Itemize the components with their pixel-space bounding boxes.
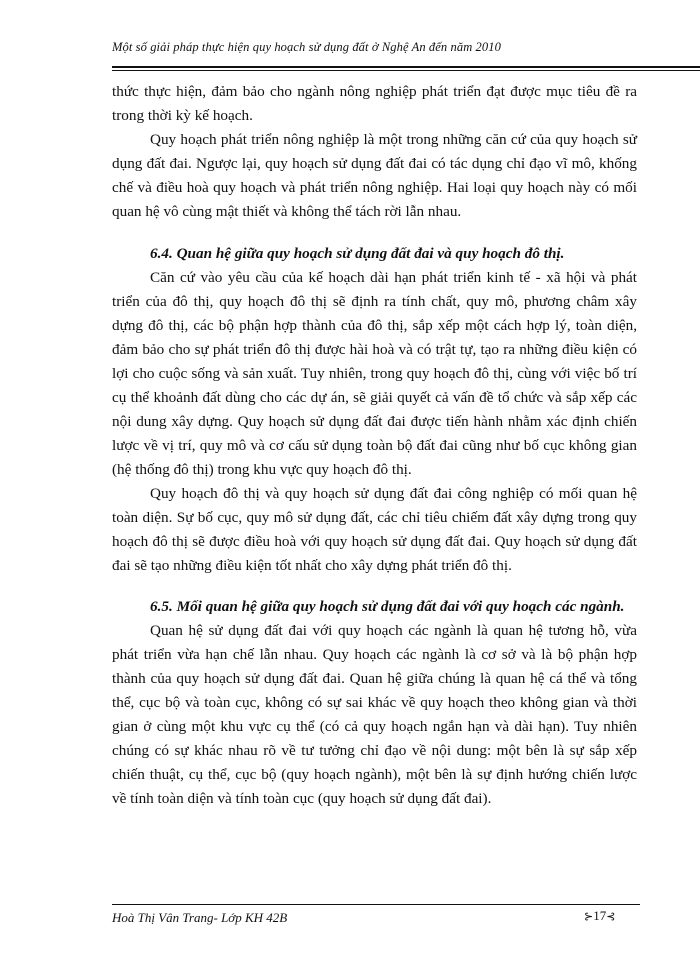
paragraph-urban-planning: Căn cứ vào yêu cầu của kế hoạch dài hạn phát triển kinh tế - xã hội và phát triển của đô thị, quy hoạch đô thị sẽ định ra tính chất, quy mô, phương châm xây dựng đô thị, các bộ phận hợp thành của đô thị, sắp xếp một cách hợp lý, toàn diện, đảm bảo cho sự phát triển đô thị được hài hoà và có trật tự, tạo ra những điều kiện có lợi cho cuộc sống và sản xuất. Tuy nhiên, trong quy hoạch đô thị, cùng với việc bố trí cụ thể khoảnh đất dùng cho các dự án, sẽ giải quyết cả vấn đề tổ chức và sắp xếp các nội dung xây dựng. Quy hoạch sử dụng đất đai được tiến hành nhằm xác định chiến lược về vị trí, quy mô và cơ cấu sử dụng toàn bộ đất đai cũng như bố cục không gian (hệ thống đô thị) trong khu vực quy hoạch đô thị. [112,269,637,478]
section-heading-6-4: 6.4. Quan hệ giữa quy hoạch sử dụng đất đai và quy hoạch đô thị. [150,245,565,262]
footer-author: Hoà Thị Vân Trang- Lớp KH 42B [112,910,288,925]
paragraph-sector-planning: Quan hệ sử dụng đất đai với quy hoạch các ngành là quan hệ tương hỗ, vừa phát triển vừa hạn chế lẫn nhau. Quy hoạch các ngành là cơ sở và là bộ phận hợp thành của quy hoạch sử dụng đất đai. Quan hệ giữa chúng là quan hệ cá thể và tổng thể, cục bộ và toàn cục, không có sự sai khác về quy hoạch theo không gian và thời gian ở cùng một khu vực cụ thể (có cả quy hoạch ngắn hạn và dài hạn). Tuy nhiên chúng có sự khác nhau rõ về tư tưởng chỉ đạo về nội dung: một bên là sự sắp xếp chiến thuật, cụ thể, cục bộ (quy hoạch ngành), một bên là sự định hướng chiến lược về tính toàn diện và tính toàn cục (quy hoạch sử dụng đất đai). [112,622,637,807]
running-header: Một số giải pháp thực hiện quy hoạch sử dụng đất ở Nghệ An đến năm 2010 [112,40,501,54]
footer-rule [112,904,640,905]
paragraph-agriculture: Quy hoạch phát triển nông nghiệp là một trong những căn cứ của quy hoạch sử dụng đất đai. Ngược lại, quy hoạch sử dụng đất đai có tác dụng chỉ đạo vĩ mô, khống chế và điều hoà quy hoạch và phát triển nông nghiệp. Hai loại quy hoạch này có mối quan hệ vô cùng mật thiết và không thể tách rời lẫn nhau. [112,131,637,220]
page-body [112,80,637,811]
header-rule-thin [112,70,700,71]
section-heading-6-5: 6.5. Mối quan hệ giữa quy hoạch sử dụng đất đai với quy hoạch các ngành. [150,598,625,615]
ornament-left-icon: ⊱ [584,911,594,923]
page-number-block [584,908,615,924]
paragraph-urban-land-relation: Quy hoạch đô thị và quy hoạch sử dụng đất đai công nghiệp có mối quan hệ toàn diện. Sự bố cục, quy mô sử dụng đất, các chỉ tiêu chiếm đất xây dựng trong quy hoạch đô thị sẽ được điều hoà với quy hoạch sử dụng đất đai. Quy hoạch sử dụng đất đai sẽ tạo những điều kiện tốt nhất cho xây dựng phát triển đô thị. [112,485,637,574]
paragraph-continuation: thức thực hiện, đảm bảo cho ngành nông nghiệp phát triển đạt được mục tiêu đề ra trong thời kỳ kế hoạch. [112,83,637,124]
header-rule [112,66,700,68]
ornament-right-icon: ⊰ [606,911,616,923]
page-number: 17 [593,908,607,923]
